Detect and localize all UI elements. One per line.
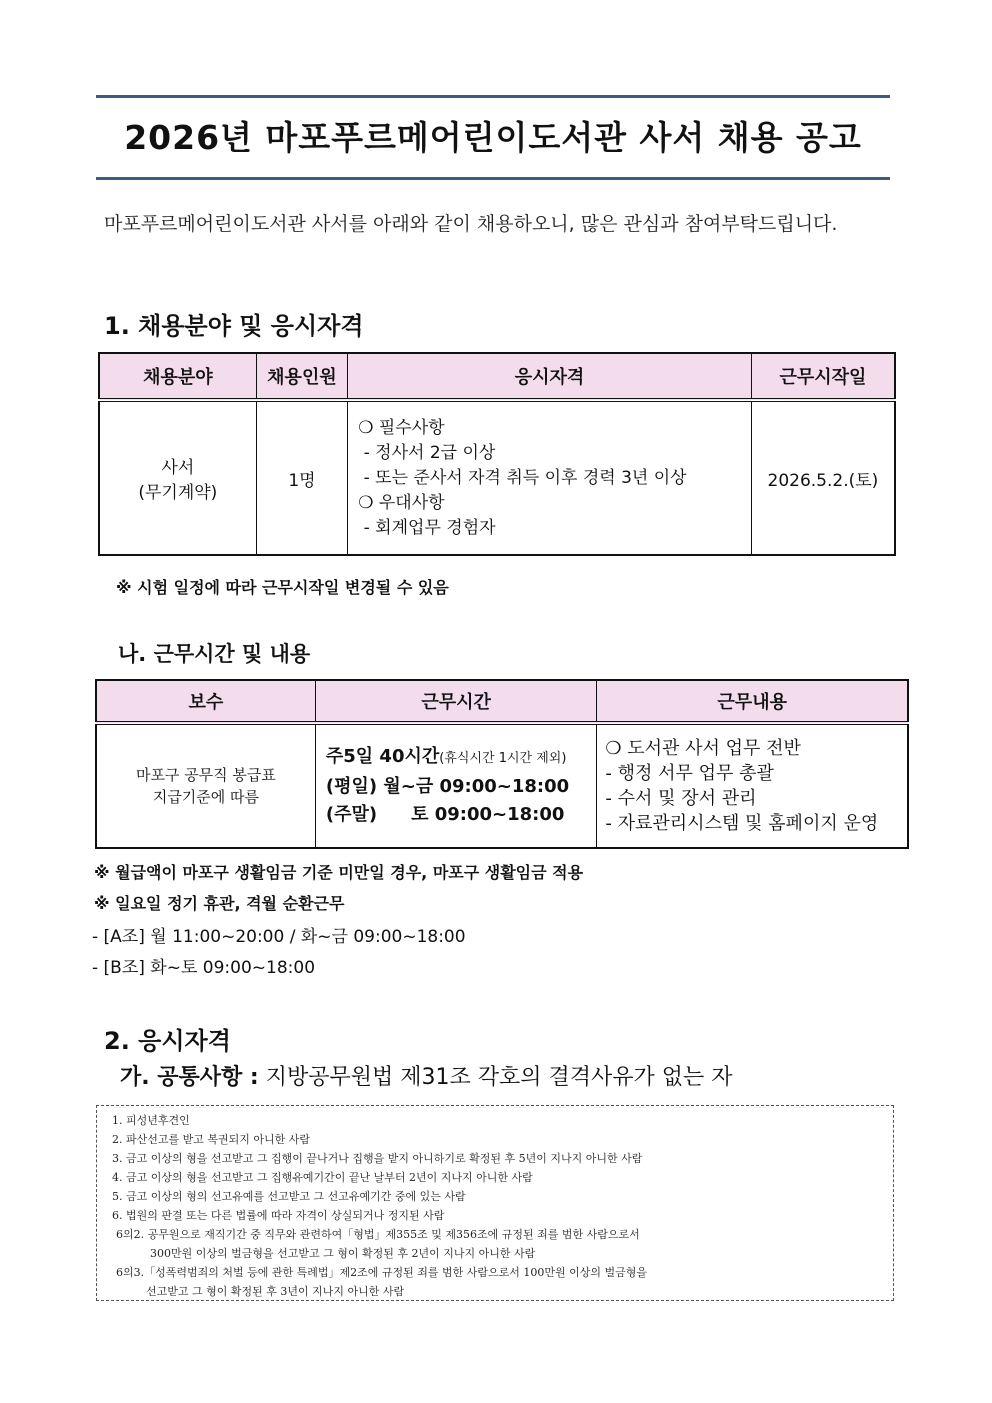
duty-line: - 자료관리시스템 및 홈페이지 운영	[605, 813, 879, 834]
list-item: 4. 금고 이상의 형을 선고받고 그 집행유예기간이 끝난 날부터 2년이 지나지 아니한 사람	[112, 1171, 533, 1184]
list-item: 2. 파산선고를 받고 복권되지 아니한 사람	[112, 1133, 310, 1146]
qual-line: - 회계업무 경험자	[358, 517, 496, 538]
start-date-note: ※ 시험 일정에 따라 근무시작일 변경될 수 있음	[116, 578, 449, 597]
header-field: 채용분야	[99, 353, 256, 400]
header-hours: 근무시간	[315, 680, 597, 723]
list-item: 3. 금고 이상의 형을 선고받고 그 집행이 끝나거나 집행을 받지 아니하기로 확정된 후 5년이 지나지 아니한 사람	[112, 1152, 643, 1165]
list-item: 6의2. 공무원으로 재직기간 중 직무와 관련하여「형법」제355조 및 제356조에 규정된 죄를 범한 사람으로서	[116, 1228, 640, 1241]
pay-cell	[96, 723, 315, 848]
duty-line: - 행정 서무 업무 총괄	[605, 763, 774, 784]
hours-weekly: 주5일 40시간	[325, 746, 440, 767]
hours-weekday: (평일) 월~금 09:00~18:00	[325, 776, 570, 797]
title-bottom-rule	[96, 177, 890, 180]
pay-line: 마포구 공무직 봉급표	[135, 766, 276, 784]
section1-heading: 1. 채용분야 및 응시자격	[104, 312, 364, 340]
duties-cell	[597, 723, 908, 848]
start-date-cell: 2026.5.2.(토)	[751, 400, 895, 555]
intro-paragraph: 마포푸르메어린이도서관 사서를 아래와 같이 채용하오니, 많은 관심과 참여부탁드립니다.	[104, 213, 838, 235]
qual-line: ❍ 우대사항	[358, 492, 445, 513]
duty-line: ❍ 도서관 사서 업무 전반	[605, 738, 801, 759]
list-item: 5. 금고 이상의 형의 선고유예를 선고받고 그 선고유예기간 중에 있는 사람	[112, 1190, 466, 1203]
hours-weekend	[326, 801, 596, 829]
common-label: 가. 공통사항 :	[120, 1065, 259, 1090]
disqualification-box	[96, 1105, 894, 1301]
recruitment-table-header	[99, 353, 895, 400]
shift-a: - [A조] 월 11:00~20:00 / 화~금 09:00~18:00	[92, 927, 466, 947]
list-item: 1. 피성년후견인	[112, 1114, 190, 1127]
hours-break-note: (휴식시간 1시간 제외)	[439, 751, 567, 766]
qual-line: - 또는 준사서 자격 취득 이후 경력 3년 이상	[358, 467, 687, 488]
list-item: 6의3.「성폭력범죄의 처벌 등에 관한 특례법」제2조에 규정된 죄를 범한 사람으로서 100만원 이상의 벌금형을	[116, 1266, 647, 1279]
qual-line: ❍ 필수사항	[358, 417, 445, 438]
header-duties: 근무내용	[597, 680, 908, 723]
header-qualification: 응시자격	[348, 353, 752, 400]
hours-weekend-value: 토 09:00~18:00	[411, 804, 565, 825]
field-cell	[99, 400, 256, 555]
common-requirement	[120, 1060, 732, 1091]
header-start-date: 근무시작일	[751, 353, 895, 400]
page-title: 2026년 마포푸르메어린이도서관 사서 채용 공고	[124, 118, 862, 157]
list-item-continued: 선고받고 그 형이 확정된 후 3년이 지나지 아니한 사람	[146, 1285, 405, 1298]
table-row	[96, 723, 908, 848]
qual-line: - 정사서 2급 이상	[358, 442, 496, 463]
field-type: (무기계약)	[138, 483, 218, 503]
subsection-heading: 나. 근무시간 및 내용	[118, 642, 311, 666]
hours-weekend-label: (주말)	[325, 804, 378, 825]
work-table	[95, 679, 909, 849]
qualification-cell	[348, 400, 752, 555]
header-count: 채용인원	[256, 353, 348, 400]
field-name: 사서	[161, 458, 195, 478]
pay-line: 지급기준에 따름	[152, 788, 260, 806]
closing-note: ※ 일요일 정기 휴관, 격월 순환근무	[94, 894, 345, 913]
list-item-continued: 300만원 이상의 벌금형을 선고받고 그 형이 확정된 후 2년이 지나지 아니한 사람	[150, 1247, 536, 1260]
title-top-rule	[96, 95, 890, 98]
work-table-header	[96, 680, 908, 723]
recruitment-table	[98, 352, 896, 556]
common-text: 지방공무원법 제31조 각호의 결격사유가 없는 자	[258, 1065, 733, 1090]
list-item: 6. 법원의 판결 또는 다른 법률에 따라 자격이 상실되거나 정지된 사람	[112, 1209, 445, 1222]
hours-cell	[315, 723, 597, 848]
table-row	[99, 400, 895, 555]
count-cell: 1명	[256, 400, 348, 555]
header-pay: 보수	[96, 680, 315, 723]
duty-line: - 수서 및 장서 관리	[605, 788, 757, 809]
section2-heading: 2. 응시자격	[104, 1027, 231, 1055]
wage-note: ※ 월급액이 마포구 생활임금 기준 미만일 경우, 마포구 생활임금 적용	[94, 863, 584, 882]
shift-b: - [B조] 화~토 09:00~18:00	[92, 958, 316, 978]
hours-line	[326, 743, 596, 773]
